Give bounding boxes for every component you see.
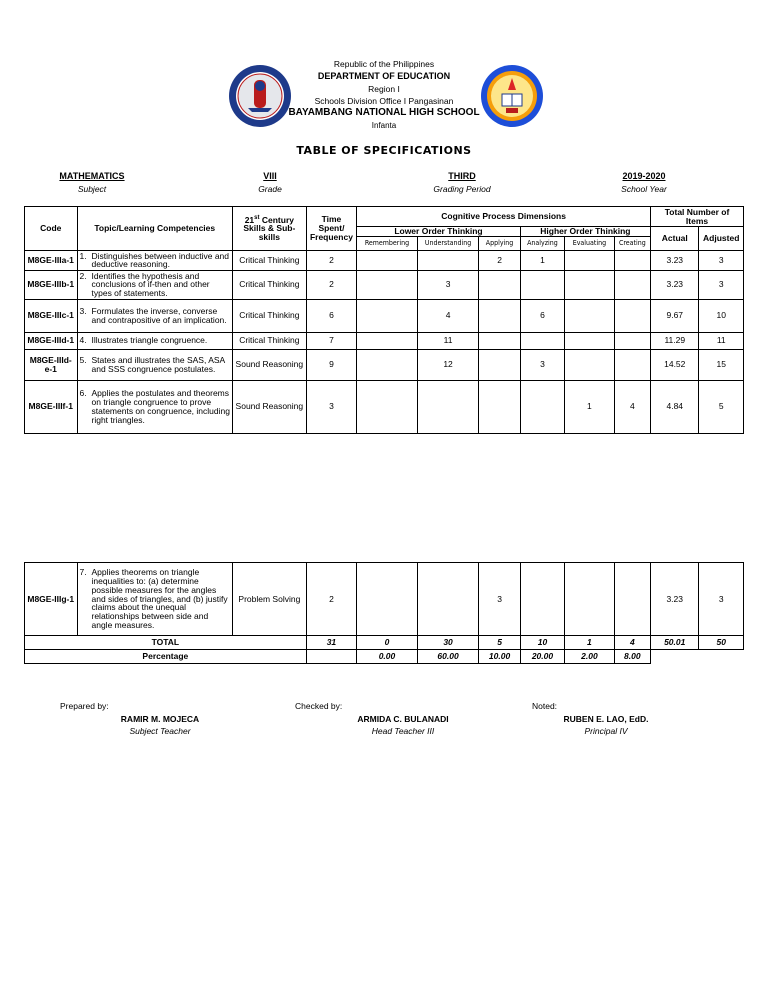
adjusted-cell: 11 — [699, 332, 744, 349]
evaluating-cell — [565, 299, 614, 332]
topic-cell: 7. Applies theorems on triangle inequalities to: (a) determine possible measures for the angles and sides of triangles, and (b) justify claims about the unequal relationships between side and angle measures. — [77, 563, 233, 636]
table-row — [25, 563, 744, 636]
remembering-cell — [357, 349, 418, 380]
time-cell: 2 — [306, 563, 356, 636]
total-creating: 4 — [614, 636, 650, 650]
analyzing-header: Analyzing — [520, 236, 564, 250]
adjusted-cell: 3 — [699, 270, 744, 299]
evaluating-cell — [565, 563, 614, 636]
understanding-cell: 11 — [417, 332, 479, 349]
topic-cell: 3. Formulates the inverse, converse and contrapositive of an implication. — [77, 299, 233, 332]
total-actual: 50.01 — [650, 636, 698, 650]
total-adjusted: 50 — [699, 636, 744, 650]
time-cell: 2 — [306, 270, 356, 299]
creating-cell — [614, 332, 650, 349]
evaluating-cell — [565, 349, 614, 380]
checked-role: Head Teacher III — [371, 726, 435, 736]
period-meta — [392, 171, 532, 194]
code-header: Code — [25, 207, 78, 251]
skills-header: 21st Century Skills & Sub-skills — [233, 207, 307, 251]
department-name: DEPARTMENT OF EDUCATION — [317, 71, 451, 81]
understanding-cell — [417, 563, 479, 636]
specification-table-continued — [24, 562, 744, 664]
evaluating-cell — [565, 332, 614, 349]
table-row — [25, 270, 744, 299]
skill-cell: Critical Thinking — [233, 299, 307, 332]
total-applying: 5 — [479, 636, 520, 650]
topic-cell: 4. Illustrates triangle congruence. — [77, 332, 233, 349]
total-row — [25, 636, 744, 650]
evaluating-header: Evaluating — [565, 236, 614, 250]
actual-header: Actual — [651, 227, 699, 251]
specification-table — [24, 206, 744, 434]
prepared-caption: Prepared by: — [60, 701, 109, 711]
remembering-cell — [357, 563, 418, 636]
creating-cell — [614, 299, 650, 332]
document-title: TABLE OF SPECIFICATIONS — [296, 144, 472, 157]
prepared-name: RAMIR M. MOJECA — [120, 714, 200, 724]
time-cell: 6 — [306, 299, 356, 332]
total-items-header: Total Number of Items — [651, 207, 744, 227]
understanding-cell: 4 — [417, 299, 479, 332]
percentage-creating: 8.00 — [614, 650, 650, 664]
town-label: Infanta — [371, 121, 397, 130]
noted-caption: Noted: — [532, 701, 558, 711]
remembering-cell — [357, 250, 418, 270]
analyzing-cell: 1 — [520, 250, 564, 270]
actual-cell: 3.23 — [650, 563, 698, 636]
year-meta — [574, 171, 714, 194]
cognitive-header: Cognitive Process Dimensions — [357, 207, 651, 227]
adjusted-cell: 3 — [699, 250, 744, 270]
creating-cell — [614, 250, 650, 270]
analyzing-cell — [520, 380, 564, 433]
adjusted-cell: 10 — [699, 299, 744, 332]
percentage-row — [25, 650, 744, 664]
analyzing-cell — [520, 332, 564, 349]
understanding-cell: 3 — [417, 270, 479, 299]
percentage-label: Percentage — [25, 650, 307, 664]
applying-cell — [479, 380, 520, 433]
evaluating-cell — [565, 270, 614, 299]
table-row — [25, 349, 744, 380]
applying-cell — [479, 332, 520, 349]
percentage-evaluating: 2.00 — [565, 650, 614, 664]
higher-order-header: Higher Order Thinking — [520, 227, 650, 237]
actual-cell: 4.84 — [651, 380, 699, 433]
applying-cell — [479, 270, 520, 299]
remembering-cell — [357, 380, 418, 433]
applying-cell: 2 — [479, 250, 520, 270]
total-time: 31 — [306, 636, 356, 650]
analyzing-cell: 3 — [520, 349, 564, 380]
noted-role: Principal IV — [584, 726, 628, 736]
remembering-cell — [357, 332, 418, 349]
applying-cell — [479, 349, 520, 380]
table-row — [25, 380, 744, 433]
subject-value: MATHEMATICS — [59, 171, 125, 181]
understanding-cell: 12 — [417, 349, 479, 380]
division-label: Schools Division Office I Pangasinan — [314, 96, 454, 106]
evaluating-cell — [565, 250, 614, 270]
applying-cell: 3 — [479, 563, 520, 636]
grade-meta — [200, 171, 340, 194]
code-cell: M8GE-IIIg-1 — [25, 563, 78, 636]
noted-name: RUBEN E. LAO, EdD. — [563, 714, 649, 724]
year-label: School Year — [621, 184, 667, 194]
time-header: Time Spent/ Frequency — [306, 207, 356, 251]
remembering-cell — [357, 299, 418, 332]
adjusted-header: Adjusted — [699, 227, 744, 251]
code-cell: M8GE-IIIc-1 — [25, 299, 78, 332]
year-value: 2019-2020 — [622, 171, 666, 181]
creating-cell — [614, 563, 650, 636]
checked-name: ARMIDA C. BULANADI — [357, 714, 449, 724]
time-cell: 2 — [306, 250, 356, 270]
percentage-empty — [699, 650, 744, 664]
analyzing-cell: 6 — [520, 299, 564, 332]
percentage-applying: 10.00 — [479, 650, 520, 664]
code-cell: M8GE-IIIf-1 — [25, 380, 78, 433]
time-cell: 9 — [306, 349, 356, 380]
lower-order-header: Lower Order Thinking — [357, 227, 521, 237]
creating-cell — [614, 349, 650, 380]
total-remembering: 0 — [357, 636, 418, 650]
creating-cell — [614, 270, 650, 299]
understanding-cell — [417, 380, 479, 433]
actual-cell: 11.29 — [651, 332, 699, 349]
skill-cell: Sound Reasoning — [233, 380, 307, 433]
topic-cell: 2. Identifies the hypothesis and conclusions of if-then and other types of statements. — [77, 270, 233, 299]
actual-cell: 14.52 — [651, 349, 699, 380]
skill-cell: Critical Thinking — [233, 332, 307, 349]
period-value: THIRD — [448, 171, 476, 181]
subject-meta — [22, 171, 162, 194]
subject-label: Subject — [77, 184, 107, 194]
school-name: BAYAMBANG NATIONAL HIGH SCHOOL — [288, 107, 480, 118]
skill-cell: Sound Reasoning — [233, 349, 307, 380]
republic-label: Republic of the Philippines — [333, 59, 435, 69]
topic-cell: 6. Applies the postulates and theorems on triangle congruence to prove statements on congruence, including right triangles. — [77, 380, 233, 433]
total-understanding: 30 — [417, 636, 479, 650]
time-cell: 7 — [306, 332, 356, 349]
period-label: Grading Period — [433, 184, 491, 194]
grade-value: VIII — [263, 171, 277, 181]
skill-cell: Critical Thinking — [233, 250, 307, 270]
code-cell: M8GE-IIIa-1 — [25, 250, 78, 270]
remembering-header: Remembering — [357, 236, 418, 250]
skill-cell: Problem Solving — [233, 563, 307, 636]
applying-cell — [479, 299, 520, 332]
percentage-understanding: 60.00 — [417, 650, 479, 664]
total-evaluating: 1 — [565, 636, 614, 650]
topic-header: Topic/Learning Competencies — [77, 207, 233, 251]
actual-cell: 3.23 — [651, 270, 699, 299]
grade-label: Grade — [258, 184, 282, 194]
table-row — [25, 299, 744, 332]
table-row — [25, 250, 744, 270]
creating-cell: 4 — [614, 380, 650, 433]
skill-cell: Critical Thinking — [233, 270, 307, 299]
evaluating-cell: 1 — [565, 380, 614, 433]
adjusted-cell: 3 — [699, 563, 744, 636]
creating-header: Creating — [614, 236, 650, 250]
total-label: TOTAL — [25, 636, 307, 650]
prepared-role: Subject Teacher — [129, 726, 191, 736]
analyzing-cell — [520, 563, 564, 636]
topic-cell: 1. Distinguishes between inductive and deductive reasoning. — [77, 250, 233, 270]
total-analyzing: 10 — [520, 636, 564, 650]
topic-cell: 5. States and illustrates the SAS, ASA and SSS congruence postulates. — [77, 349, 233, 380]
code-cell: M8GE-IIId-e-1 — [25, 349, 78, 380]
adjusted-cell: 5 — [699, 380, 744, 433]
percentage-analyzing: 20.00 — [520, 650, 564, 664]
actual-cell: 3.23 — [651, 250, 699, 270]
actual-cell: 9.67 — [651, 299, 699, 332]
code-cell: M8GE-IIId-1 — [25, 332, 78, 349]
time-cell: 3 — [306, 380, 356, 433]
adjusted-cell: 15 — [699, 349, 744, 380]
understanding-header: Understanding — [417, 236, 479, 250]
percentage-time — [306, 650, 356, 664]
code-cell: M8GE-IIIb-1 — [25, 270, 78, 299]
checked-caption: Checked by: — [295, 701, 343, 711]
region-label: Region I — [368, 84, 400, 94]
percentage-empty — [650, 650, 698, 664]
percentage-remembering: 0.00 — [357, 650, 418, 664]
applying-header: Applying — [479, 236, 520, 250]
table-row — [25, 332, 744, 349]
analyzing-cell — [520, 270, 564, 299]
remembering-cell — [357, 270, 418, 299]
understanding-cell — [417, 250, 479, 270]
